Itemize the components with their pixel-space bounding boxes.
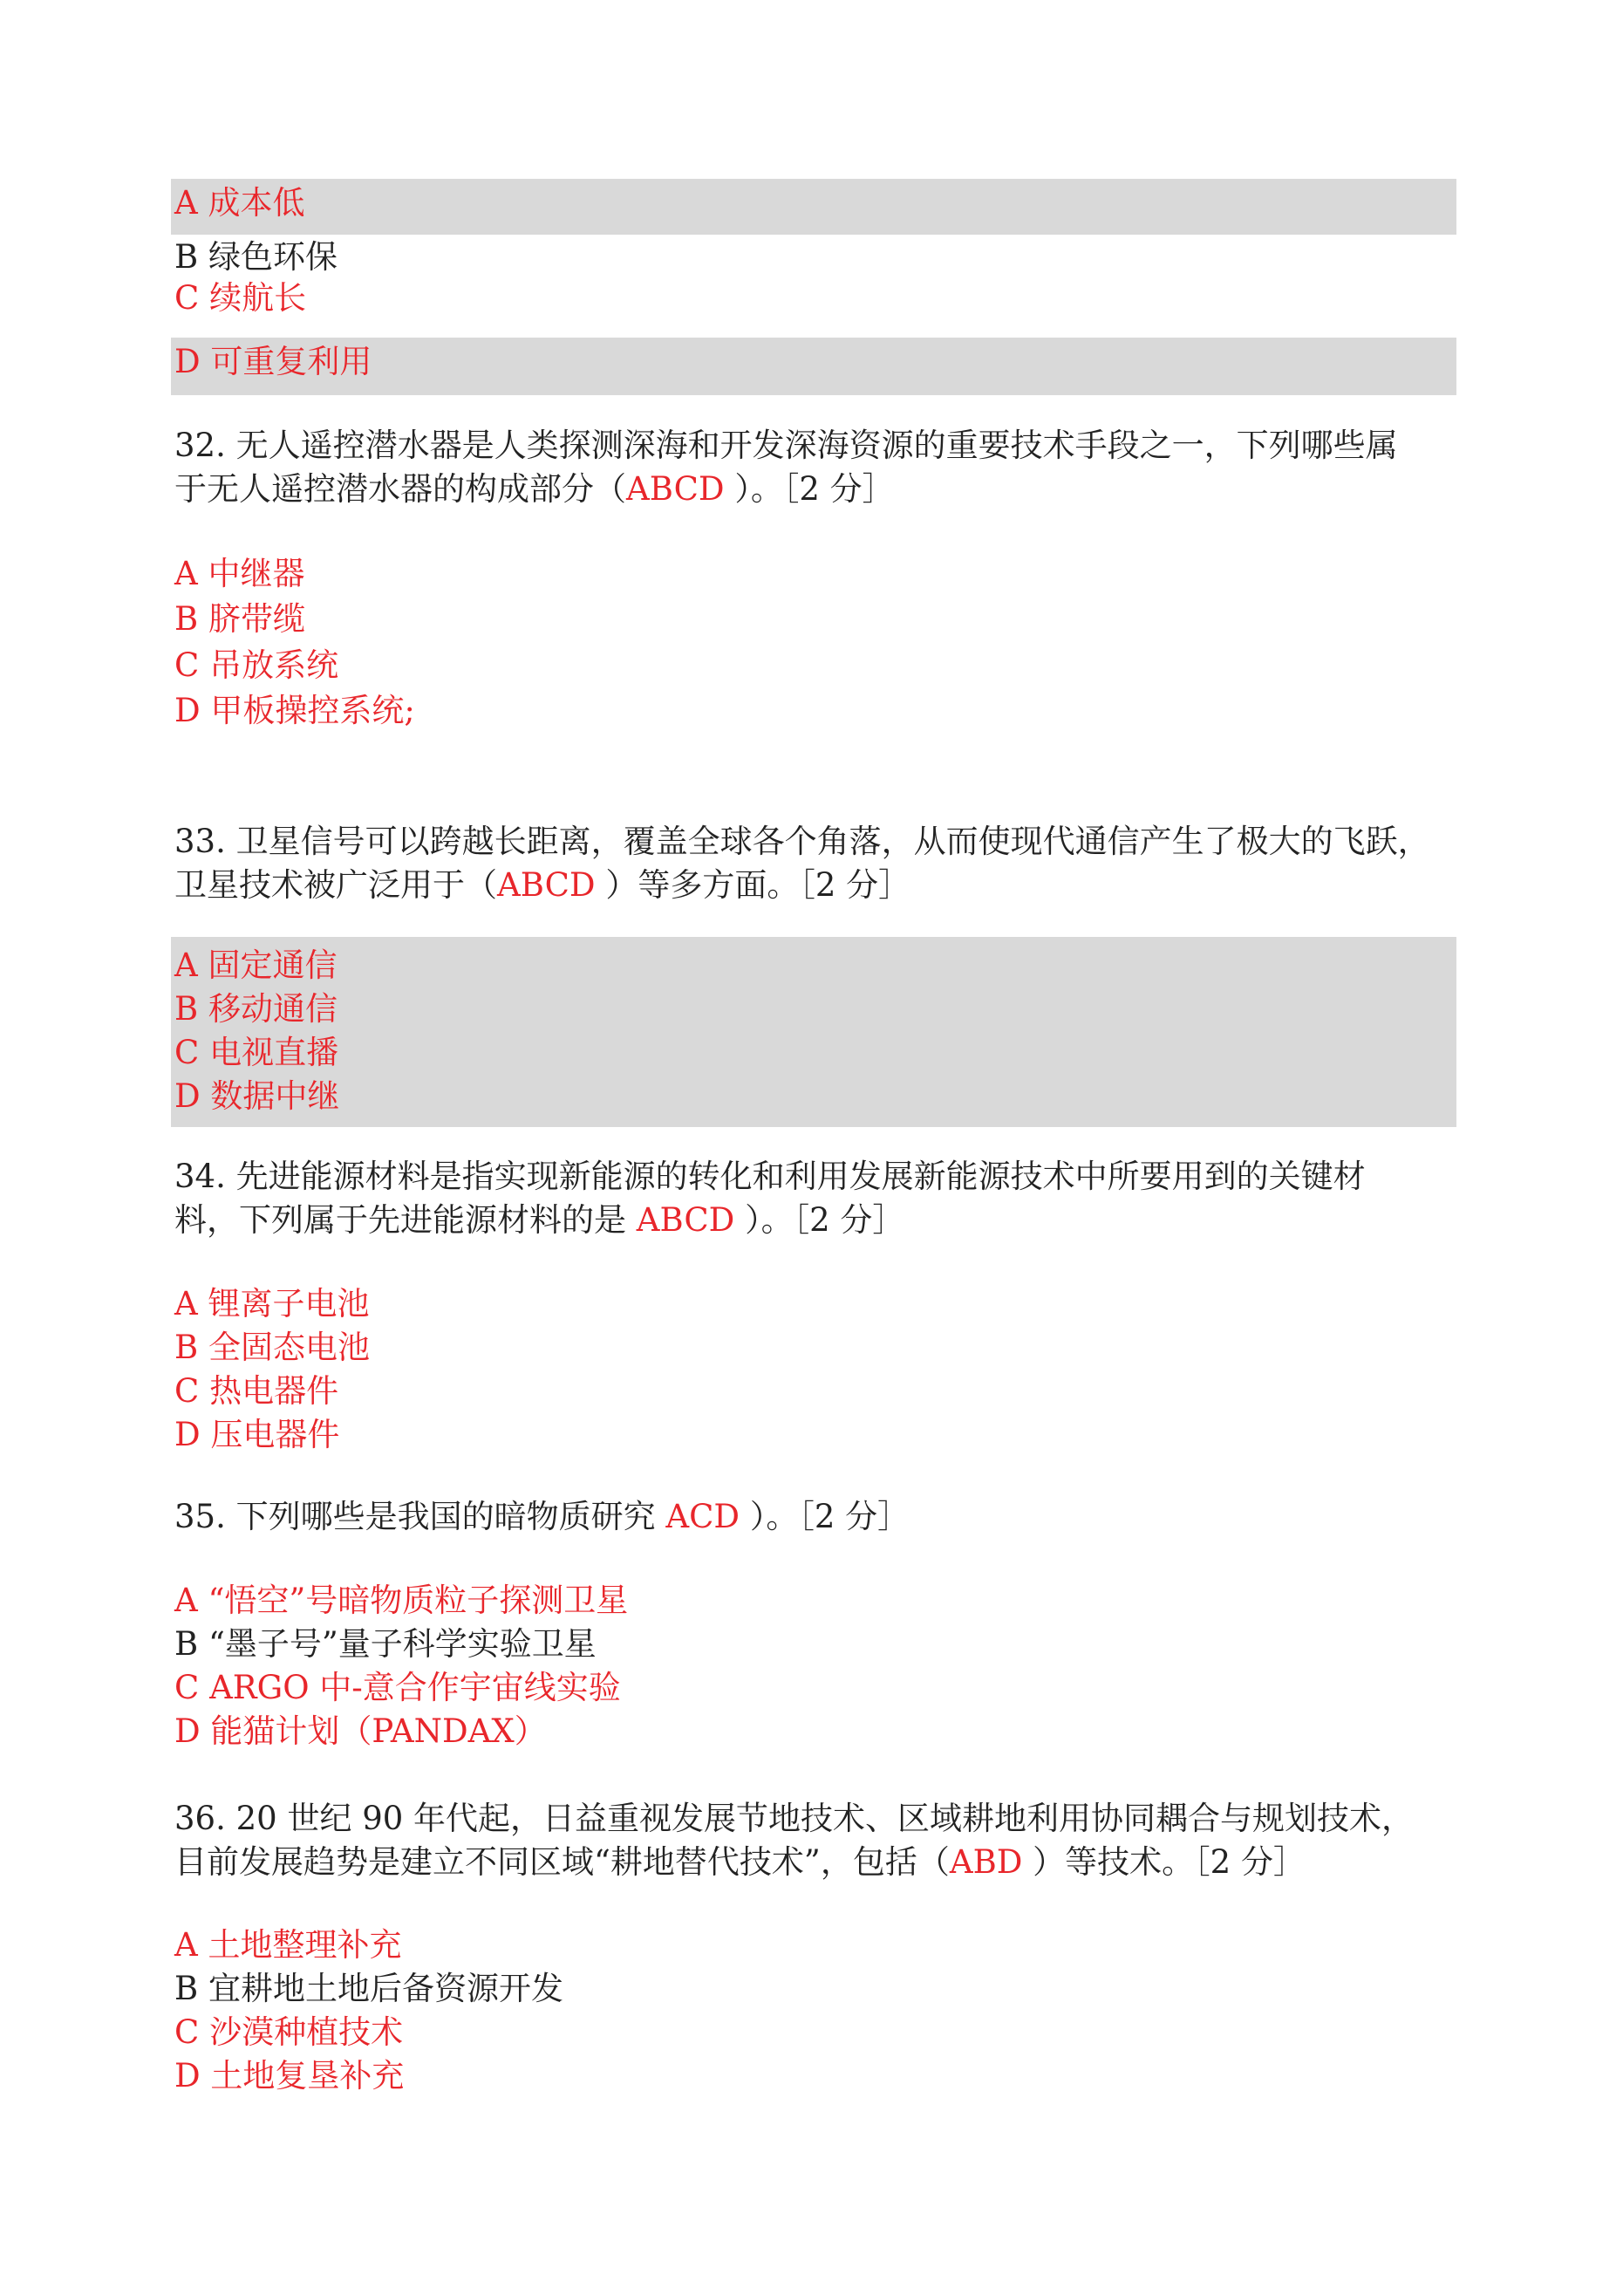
q35-option-d[interactable]: D 能猫计划（PANDAX）: [174, 1712, 547, 1750]
q33-option-a[interactable]: A 固定通信: [174, 946, 338, 984]
q33-option-d[interactable]: D 数据中继: [174, 1077, 340, 1115]
q34-option-c[interactable]: C 热电器件: [174, 1372, 339, 1410]
q35-stem-post: ）。［2 分］: [740, 1498, 910, 1535]
q34-option-d[interactable]: D 压电器件: [174, 1416, 340, 1453]
q33-stem-post: ）等多方面。［2 分］: [595, 866, 911, 904]
q32-option-b[interactable]: B 脐带缆: [174, 600, 305, 638]
highlight-q33-options: [171, 937, 1456, 1127]
q36-stem-post: ）等技术。［2 分］: [1022, 1843, 1306, 1881]
q32-stem-line1: 32. 无人遥控潜水器是人类探测深海和开发深海资源的重要技术手段之一，下列哪些属: [174, 427, 1398, 464]
q33-stem-line1: 33. 卫星信号可以跨越长距离，覆盖全球各个角落，从而使现代通信产生了极大的飞跃，: [174, 823, 1430, 860]
q33-option-c[interactable]: C 电视直播: [174, 1034, 339, 1071]
q31-option-b[interactable]: B 绿色环保: [174, 238, 338, 276]
q36-answer: ABD: [949, 1843, 1023, 1881]
q31-option-c[interactable]: C 续航长: [174, 279, 307, 317]
q31-option-a[interactable]: A 成本低: [174, 184, 305, 222]
q35-stem-line1: [174, 1495, 910, 1539]
q36-option-a[interactable]: A 土地整理补充: [174, 1926, 402, 1964]
q34-answer: ABCD: [636, 1201, 735, 1239]
q32-stem-pre: 于无人遥控潜水器的构成部分（: [174, 470, 626, 508]
q33-option-b[interactable]: B 移动通信: [174, 990, 338, 1028]
highlight-q31-a: [171, 179, 1456, 235]
q31-option-d[interactable]: D 可重复利用: [174, 343, 372, 380]
q35-option-a[interactable]: A “悟空”号暗物质粒子探测卫星: [174, 1582, 629, 1619]
q36-stem-line2: [174, 1841, 1306, 1884]
q35-answer: ACD: [665, 1498, 740, 1535]
q32-answer: ABCD: [626, 470, 725, 508]
q36-option-b[interactable]: B 宜耕地土地后备资源开发: [174, 1970, 563, 2007]
q34-option-b[interactable]: B 全固态电池: [174, 1329, 370, 1366]
q35-option-b[interactable]: B “墨子号”量子科学实验卫星: [174, 1625, 597, 1663]
q36-option-c[interactable]: C 沙漠种植技术: [174, 2013, 404, 2051]
q32-stem-line2: [174, 468, 895, 511]
q36-stem-pre: 目前发展趋势是建立不同区域“耕地替代技术”，包括（: [174, 1843, 950, 1881]
q33-stem-pre: 卫星技术被广泛用于（: [174, 866, 497, 904]
q34-stem-line1: 34. 先进能源材料是指实现新能源的转化和利用发展新能源技术中所要用到的关键材: [174, 1158, 1366, 1195]
q33-stem-line2: [174, 864, 910, 907]
q35-option-c[interactable]: C ARGO 中-意合作宇宙线实验: [174, 1669, 621, 1706]
q34-stem-line2: [174, 1199, 904, 1242]
q32-option-d[interactable]: D 甲板操控系统;: [174, 692, 415, 729]
q32-option-a[interactable]: A 中继器: [174, 555, 305, 592]
q35-stem-pre: 35. 下列哪些是我国的暗物质研究: [174, 1498, 666, 1535]
q34-stem-pre: 料，下列属于先进能源材料的是: [174, 1201, 637, 1239]
q32-stem-post: ）。［2 分］: [724, 470, 895, 508]
q36-stem-line1: 36. 20 世纪 90 年代起，日益重视发展节地技术、区域耕地利用协同耦合与规划技术，: [174, 1800, 1415, 1837]
q33-answer: ABCD: [497, 866, 596, 904]
q32-option-c[interactable]: C 吊放系统: [174, 646, 339, 684]
q34-stem-post: ）。［2 分］: [734, 1201, 905, 1239]
q36-option-d[interactable]: D 土地复垦补充: [174, 2057, 405, 2094]
q34-option-a[interactable]: A 锂离子电池: [174, 1285, 370, 1322]
